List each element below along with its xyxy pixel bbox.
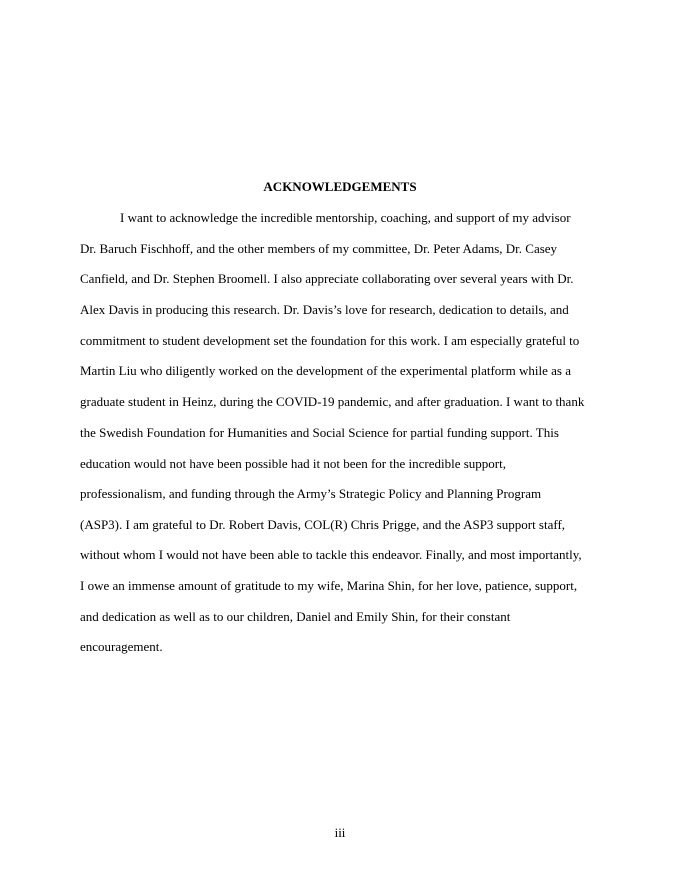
paragraph-line: encouragement.: [80, 639, 163, 654]
paragraph-line: Martin Liu who diligently worked on the development of the experimental platform while as a: [80, 363, 571, 378]
paragraph-line: professionalism, and funding through the Army’s Strategic Policy and Planning Program: [80, 486, 542, 501]
paragraph-line: Canfield, and Dr. Stephen Broomell. I also appreciate collaborating over several years with Dr.: [80, 271, 574, 286]
page-number: iii: [334, 825, 346, 840]
paragraph-line: Alex Davis in producing this research. Dr. Davis’s love for research, dedication to details, and: [80, 302, 569, 317]
paragraph-line: education would not have been possible had it not been for the incredible support,: [80, 456, 506, 471]
page-title: ACKNOWLEDGEMENTS: [263, 179, 417, 194]
paragraph-line: commitment to student development set the foundation for this work. I am especially grateful to: [80, 333, 580, 348]
paragraph-line: (ASP3). I am grateful to Dr. Robert Davis, COL(R) Chris Prigge, and the ASP3 support staff,: [80, 517, 566, 532]
paragraph-line: I owe an immense amount of gratitude to my wife, Marina Shin, for her love, patience, support,: [80, 578, 578, 593]
paragraph-line: and dedication as well as to our children, Daniel and Emily Shin, for their constant: [80, 609, 511, 624]
paragraph-line: graduate student in Heinz, during the COVID-19 pandemic, and after graduation. I want to thank: [80, 394, 585, 409]
paragraph-line: Dr. Baruch Fischhoff, and the other members of my committee, Dr. Peter Adams, Dr. Casey: [80, 241, 558, 256]
paragraph-line: the Swedish Foundation for Humanities and Social Science for partial funding support. This: [80, 425, 559, 440]
paragraph-line: I want to acknowledge the incredible mentorship, coaching, and support of my advisor: [120, 210, 571, 225]
paragraph-line: without whom I would not have been able to tackle this endeavor. Finally, and most importantly,: [80, 547, 582, 562]
